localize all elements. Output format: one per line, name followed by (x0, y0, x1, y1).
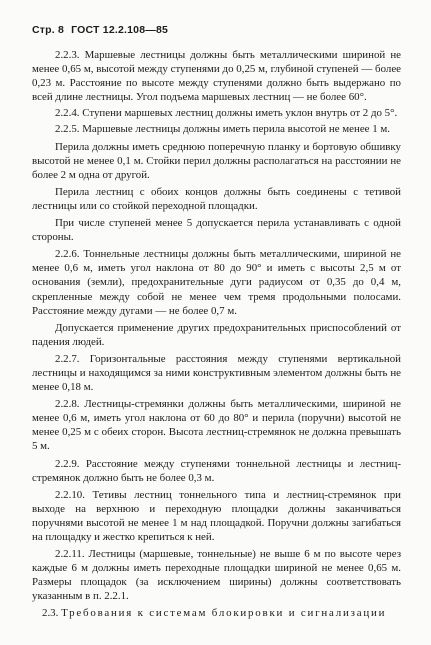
paragraph-2-2-11: 2.2.11. Лестницы (маршевые, тоннельные) не выше 6 м по высоте через каждые 6 м должны иметь переходные площадки шириной не менее 0,65 м. Размеры площадок (за исключением ширины) должны соответствовать указанным в п. 2.2.1. (32, 548, 401, 603)
section-title: Требования к системам блокировки и сигнализации (61, 607, 387, 620)
paragraph-2-2-4: 2.2.4. Ступени маршевых лестниц должны иметь уклон внутрь от 2 до 5°. (55, 107, 398, 120)
paragraph-railing-one-side: При числе ступеней менее 5 допускается перила устанавливать с одной стороны. (32, 217, 401, 244)
paragraph-other-devices: Допускается применение других предохранительных приспособлений от падения людей. (32, 321, 401, 348)
paragraph-railing-plank: Перила должны иметь среднюю поперечную планку и бортовую обшивку высотой не менее 0,1 м. Стойки перил должны располагаться на расстоянии не более 2 м одна от другой. (32, 140, 401, 181)
paragraph-2-2-6: 2.2.6. Тоннельные лестницы должны быть металлическими, шириной не менее 0,6 м, иметь угол наклона от 80 до 90° и иметь с высоты 2,5 м от основания (земли), предохранительные дуги радиусом от 0,35 до 0,4 м, скрепленные между собой не менее чем тремя продольными полосами. Расстояние между дугами — не более 0,7 м. (32, 248, 401, 317)
page-header (32, 24, 401, 36)
paragraph-2-2-10: 2.2.10. Тетивы лестниц тоннельного типа и лестниц-стремянок при выходе на верхнюю и переходную площадки должны заканчиваться поручнями высотой не менее 1 м над площадкой. Поручни должны загибаться на площадку и жестко крепиться к ней. (32, 488, 401, 543)
paragraph-2-2-8: 2.2.8. Лестницы-стремянки должны быть металлическими, шириной не менее 0,6 м, иметь угол наклона от 60 до 80° и перила (поручни) высотой не менее 0,25 м с обеих сторон. Высота лестниц-стремянок не должна превышать 5 м. (32, 398, 401, 453)
standard-code: ГОСТ 12.2.108—85 (71, 24, 169, 36)
paragraph-railing-ends: Перила лестниц с обоих концов должны быть соединены с тетивой лестницы или со стойкой переходной площадки. (32, 185, 401, 212)
page-number: Стр. 8 (32, 24, 65, 36)
paragraph-2-2-7: 2.2.7. Горизонтальные расстояния между ступенями вертикальной лестницы и находящимся за ними конструктивным элементом должны быть не менее 0,18 м. (32, 352, 401, 394)
section-number: 2.3. (42, 607, 59, 620)
section-heading-2-3 (32, 606, 401, 620)
paragraph-2-2-3: 2.2.3. Маршевые лестницы должны быть металлическими шириной не менее 0,65 м, высотой между ступенями до 0,25 м, глубиной ступеней — более 0,23 м. Расстояние по высоте между ступенями должно быть выдержано по всей длине лестницы. Угол подъема маршевых лестниц — не более 60°. (32, 49, 401, 104)
paragraph-2-2-9: 2.2.9. Расстояние между ступенями тоннельной лестницы и лестниц-стремянок должно быть не более 0,3 м. (32, 457, 401, 484)
paragraph-2-2-5: 2.2.5. Маршевые лестницы должны иметь перила высотой не менее 1 м. (55, 123, 390, 136)
